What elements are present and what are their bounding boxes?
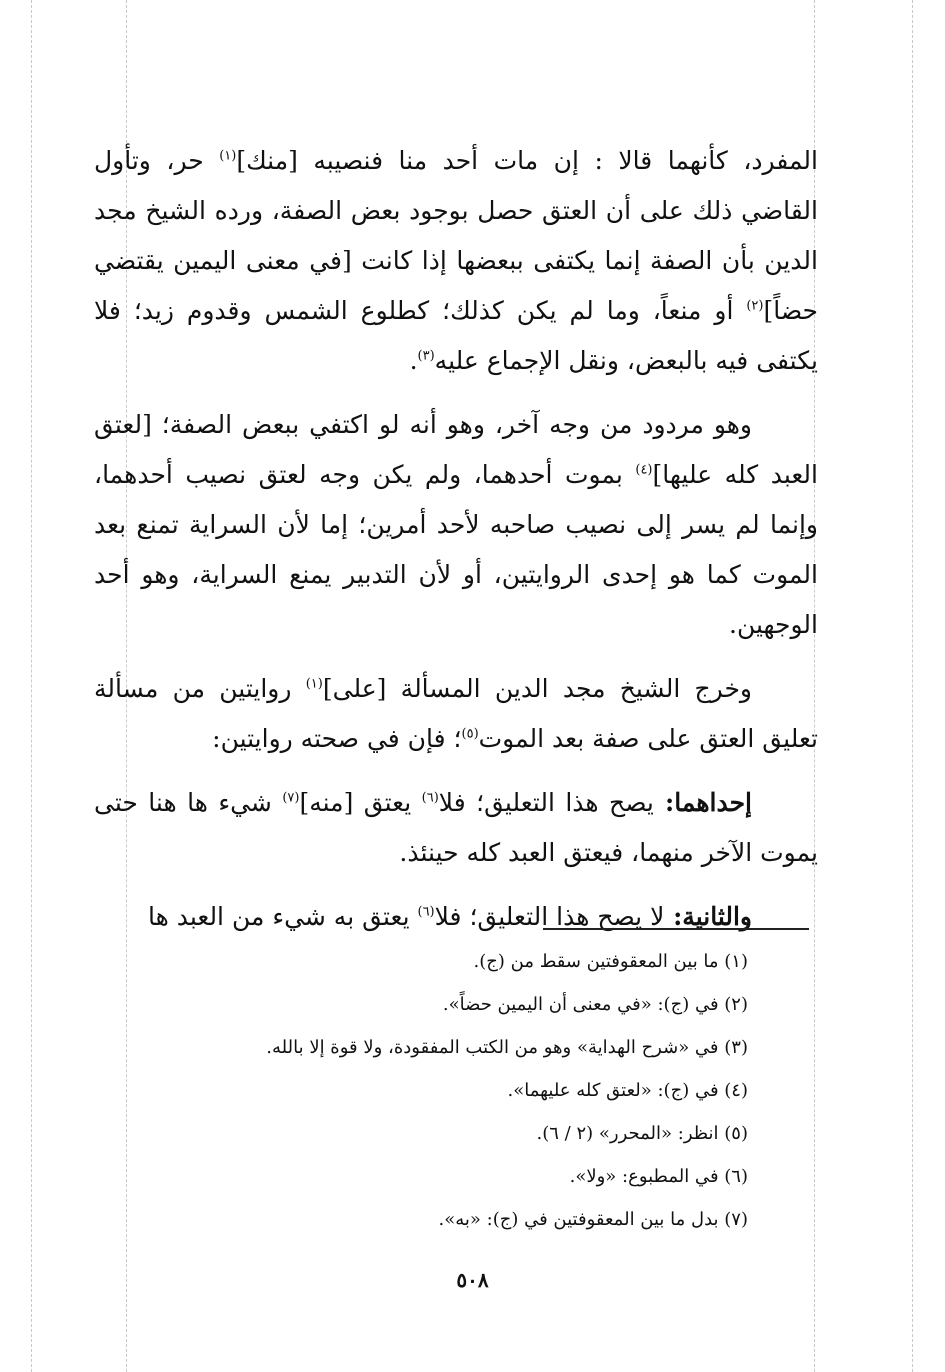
body-paragraph: [94, 136, 818, 386]
footnote-ref: (١): [219, 148, 237, 164]
paragraph-text: شيء ها هنا حتى يموت الآخر منهما، فيعتق العبد كله حينئذ.: [94, 788, 818, 867]
paragraph-text: المفرد، كأنهما قالا : إن مات أحد منا فنصيبه [منك]: [236, 146, 818, 175]
footnote: (٢) في (ج): «في معنى أن اليمين حضاً».: [442, 994, 748, 1015]
footnote: (٣) في «شرح الهداية» وهو من الكتب المفقودة، ولا قوة إلا بالله.: [266, 1037, 748, 1058]
footnote-ref: (٤): [635, 462, 653, 478]
footnotes-block: [180, 940, 748, 1241]
paragraph-text: يعتق به شيء من العبد ها: [147, 902, 418, 931]
footnote-ref: (٦): [421, 790, 439, 806]
paragraph-text: وخرج الشيخ مجد الدين المسألة [على]: [322, 674, 752, 703]
paragraph-text: روايتين من مسألة تعليق العتق على صفة بعد الموت: [94, 674, 818, 753]
footnote-ref: (١): [305, 676, 323, 692]
footnote-ref: (٧): [282, 790, 300, 806]
paragraph-text: وهو مردود من وجه آخر، وهو أنه لو اكتفي ببعض الصفة؛ [لعتق العبد كله عليها]: [94, 410, 818, 489]
footnote-ref: (٦): [417, 904, 435, 920]
paragraph-text: أو منعاً، وما لم يكن كذلك؛ كطلوع الشمس وقدوم زيد؛ فلا يكتفى فيه بالبعض، ونقل الإجماع عليه: [94, 296, 818, 375]
scan-guide-line: [31, 0, 32, 1372]
paragraph-lead-term: والثانية:: [664, 902, 752, 931]
paragraph-lead-term: إحداهما:: [653, 788, 753, 817]
footnote: (٥) انظر: «المحرر» (٢ / ٦).: [536, 1123, 748, 1144]
footnote: (٦) في المطبوع: «ولا».: [569, 1166, 748, 1187]
paragraph-text: .: [409, 346, 418, 375]
footnote: (٧) بدل ما بين المعقوفتين في (ج): «به».: [438, 1209, 748, 1230]
paragraph-text: بموت أحدهما، ولم يكن وجه لعتق نصيب أحدهما، وإنما لم يسر إلى نصيب صاحبه لأحد أمرين؛ إما لأن السراية تمنع بعد الموت كما هو إحدى الروايتين، أو لأن التدبير يمنع السراية، وهو أحد الوجهين.: [94, 460, 818, 639]
main-text-block: [94, 136, 818, 942]
body-paragraph: [94, 664, 818, 764]
footnote-ref: (٢): [746, 298, 764, 314]
scan-guide-line: [912, 0, 913, 1372]
paragraph-text: ؛ فإن في صحته روايتين:: [212, 724, 462, 753]
body-paragraph: [94, 400, 818, 650]
paragraph-text: يعتق [منه]: [299, 788, 422, 817]
footnote-ref: (٥): [461, 726, 479, 742]
paragraph-text: حر، وتأول القاضي ذلك على أن العتق حصل بوجود بعض الصفة، ورده الشيخ مجد الدين بأن الصفة إنما يكتفى ببعضها إذا كانت [في معنى اليمين يقتضي حضاً]: [94, 146, 818, 325]
footnote-ref: (٣): [417, 348, 435, 364]
body-paragraph: [94, 778, 818, 878]
footnote: (١) ما بين المعقوفتين سقط من (ج).: [473, 951, 748, 972]
footnote: (٤) في (ج): «لعتق كله عليهما».: [507, 1080, 748, 1101]
page-number: ٥٠٨: [456, 1268, 489, 1292]
paragraph-text: لا يصح هذا التعليق؛ فلا: [434, 902, 665, 931]
footnote-separator: [543, 928, 809, 930]
body-paragraph: [94, 892, 818, 942]
paragraph-text: يصح هذا التعليق؛ فلا: [438, 788, 654, 817]
